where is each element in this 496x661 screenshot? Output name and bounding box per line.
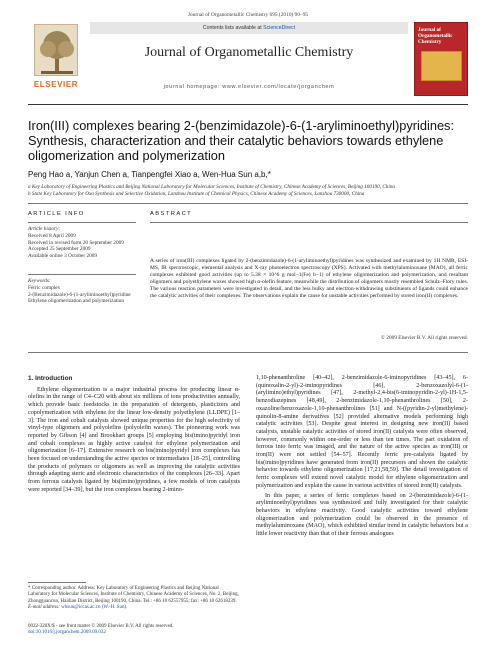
abstract-heading: ABSTRACT bbox=[150, 211, 193, 217]
elsevier-logo bbox=[28, 22, 84, 96]
body-paragraph: 1,10-phenanthroline [40–42], 2-benzimidazole-6-iminopyridines [43–45], 6-(quinoxalin-2-yl)-2-iminopyridines [46], 2-benzoxazolyl-6-(1-(arylimino)ethyl)pyridines [47], 2-methyl-2,4-bis(6-iminopyridin-2-yl)-1H-1,5-benzodiazepines [48,49], 2-benzimidazole-1,10-phenanthrolines [50], 2-oxazoline/benzoxazole-1,10-phenanthrolines [51] and N-((pyridin-2-yl)methylene)-quinolin-8-amine derivatives [52] provided alternative models performing high catalytic activities [53]. Despite great interest in designing new iron(II) based catalysts, unstable catalytic activities of stored iron(II) catalysts were often observed, however, commonly within one-order or less than ten times. The part oxidation of ferrous into ferric was imaged, and the nature of the active species as iron(III) or iron(II) were not settled [54–57]. Recently ferric pre-catalysts ligated by bis(imino)pyridines have generated from iron(II) precursors and shown the catalytic behavior towards ethylene oligomerization [17,21,58,59]. The detail investigation of ferric complexes will extend novel catalytic model for ethylene oligomerization and polymerization and explain the cause in various activities of stored iron(II) catalysts. bbox=[256, 375, 468, 489]
running-head: Journal of Organometallic Chemistry 695 (2010) 90–95 bbox=[187, 12, 309, 18]
keywords-divider bbox=[28, 274, 136, 275]
body-paragraph: Ethylene oligomerization is a major industrial process for producing linear α-olefins in the range of C4–C20 with about six millions of tons productivities annually, which provide basic feedstocks in the preparation of detergents, plasticizers and copolymerization with ethylene for the linear low-density polyethylene (LLDPE) [1–3]. The iron and cobalt catalysts showed unique properties for the high selectivity of vinyl-type oligomers and polyolefins (polyolefin waxes). The pioneering work was reported by Gibson [4] and Brookhart groups [5] employing bis(imino)pyridyl iron and cobalt complexes as highly active catalyst for ethylene polymerization and oligomerization [6–17]. Extensive research on bis(imino)pyridyl iron complexes has been focused on understanding the active species or intermediates [18–25], controlling the products of polymers or oligomers as well as improving the catalytic activities through adapting steric and electronic characteristics of the complexes [26–33]. Apart from ferrous catalysts ligated by bis(imino)pyridines, a few models of iron catalysts were reported [34–39], but the iron complexes bearing 2-imino- bbox=[28, 386, 240, 493]
sciencedirect-link[interactable]: ScienceDirect bbox=[263, 25, 296, 31]
homepage-prefix: journal homepage: bbox=[163, 84, 223, 90]
homepage-url-link[interactable]: www.elsevier.com/locate/jorganchem bbox=[222, 84, 335, 90]
cover-artwork bbox=[421, 51, 462, 81]
article-info-rule bbox=[28, 222, 136, 223]
affiliation-b: b State Key Laboratory for Oxo Synthesis and Selective Oxidation, Lanzhou Institute of Chemical Physics, Chinese Academy of Sciences, Lanzhou 730000, China bbox=[28, 191, 365, 197]
info-top-divider bbox=[28, 203, 468, 204]
copyright-notice: © 2009 Elsevier B.V. All rights reserved. bbox=[380, 335, 468, 341]
cover-title: Journal of Organometallic Chemistry bbox=[418, 27, 453, 45]
keyword-item: 2-(Benzimidazole)-6-(1-aryliminoethyl)pyridine bbox=[28, 291, 131, 298]
tree-illustration bbox=[35, 25, 79, 77]
journal-cover-thumbnail bbox=[414, 22, 468, 96]
abstract-bottom-divider bbox=[28, 352, 468, 353]
history-label: Article history: bbox=[28, 226, 61, 232]
corresponding-author-footnote bbox=[28, 586, 240, 612]
abstract-rule bbox=[150, 222, 468, 223]
affiliations bbox=[28, 184, 468, 198]
footnote-text: * Corresponding author. Address: Key Laboratory of Engineering Plastics and Beijing National Laboratory for Molecular Sciences, Institute of Chemistry, Chinese Academy of Sciences, No. 2, Beijing, Zhongguancun, Haidian District, Beijing 100190, China. Tel.: +86 10 62557955; fax: +86 10 62618239. bbox=[28, 586, 239, 604]
footnote-divider bbox=[28, 582, 86, 583]
issn-line: 0022-328X/$ - see front matter © 2009 Elsevier B.V. All rights reserved. bbox=[28, 624, 174, 629]
elsevier-tree-icon bbox=[34, 24, 78, 76]
keyword-item: Ferric complex bbox=[28, 284, 61, 291]
elsevier-wordmark: ELSEVIER bbox=[33, 80, 79, 89]
body-column-left bbox=[28, 375, 240, 496]
author-list: Peng Hao a, Yanjun Chen a, Tianpengfei Xiao a, Wen-Hua Sun a,b,* bbox=[28, 170, 271, 179]
footnote-email-line bbox=[28, 605, 240, 611]
introduction-heading: 1. Introduction bbox=[28, 375, 73, 382]
history-received: Received 8 April 2009 bbox=[28, 232, 76, 239]
abstract-text: A series of iron(III) complexes ligated by 2-(benzimidazole)-6-(1-aryliminoethyl)pyridines was synthesized and examined by 1H NMR, ESI-MS, IR spectroscopic, elemental analysis and X-ray photoelectron spectroscopy (XPS). Activated with methylaluminoxane (MAO), all ferric complexes exhibited good activities (up to 5.38 × 10^6 g mol−1(Fe) h−1) of ethylene oligomerization and polymerization, and resultant oligomers and polyethylene waxes showed high α-olefin feature, meanwhile the distribution of oligomers mostly resembled Schulz–Flory rules. The various reaction parameters were investigated in detail, and the less bulky and electron-withdrawing substituents of ligands could enhance the catalytic activities of their complexes. The observations explain the cause for unstable activities performed by stored iron(II) complexes. bbox=[150, 258, 468, 300]
publication-info bbox=[28, 624, 240, 637]
contents-bar bbox=[90, 22, 408, 34]
keywords-label: Keywords: bbox=[28, 278, 51, 284]
email-label: E-mail address: bbox=[28, 605, 62, 611]
keyword-item: Ethylene oligomerization and polymerization bbox=[28, 298, 125, 305]
history-revised: Received in revised form 20 September 2009 bbox=[28, 239, 124, 246]
article-title: Iron(III) complexes bearing 2-(benzimidazole)-6-(1-aryliminoethyl)pyridines: Synthesis, characterization and their catalytic behaviors towards ethylene oligomerization and polymerization bbox=[28, 118, 455, 163]
journal-title: Journal of Organometallic Chemistry bbox=[144, 45, 354, 60]
keywords-block bbox=[28, 278, 136, 305]
article-history bbox=[28, 226, 136, 260]
contents-prefix: Contents lists available at bbox=[202, 25, 264, 31]
journal-homepage bbox=[90, 84, 408, 90]
body-column-right bbox=[256, 375, 468, 541]
email-link[interactable]: whsun@iccas.ac.cn (W.-H. Sun). bbox=[61, 605, 128, 611]
history-accepted: Accepted 25 September 2009 bbox=[28, 246, 91, 253]
masthead-center bbox=[90, 22, 408, 96]
article-info-heading: ARTICLE INFO bbox=[28, 211, 85, 217]
history-online: Available online 3 October 2009 bbox=[28, 253, 98, 260]
masthead-divider bbox=[28, 104, 468, 105]
affiliation-a: a Key Laboratory of Engineering Plastics and Beijing National Laboratory for Molecular Sciences, Institute of Chemistry, Chinese Academy of Sciences, Beijing 100190, China bbox=[28, 184, 396, 190]
journal-masthead bbox=[28, 22, 468, 102]
doi-link[interactable]: doi:10.1016/j.jorganchem.2009.09.032 bbox=[28, 630, 106, 636]
body-paragraph: In this paper, a series of ferric complexes based on 2-(benzimidazole)-6-(1-aryliminoethyl)pyridines was synthesized and fully investigated for their catalytic behaviors in ethylene reactivity. Good catalytic activities toward ethylene oligomerization and polymerization could be observed in the presence of methylaluminoxane (MAO), which exhibited similar trend in catalytic behaviors but a little lower reactivity than that of their ferrous analogues bbox=[256, 492, 468, 538]
